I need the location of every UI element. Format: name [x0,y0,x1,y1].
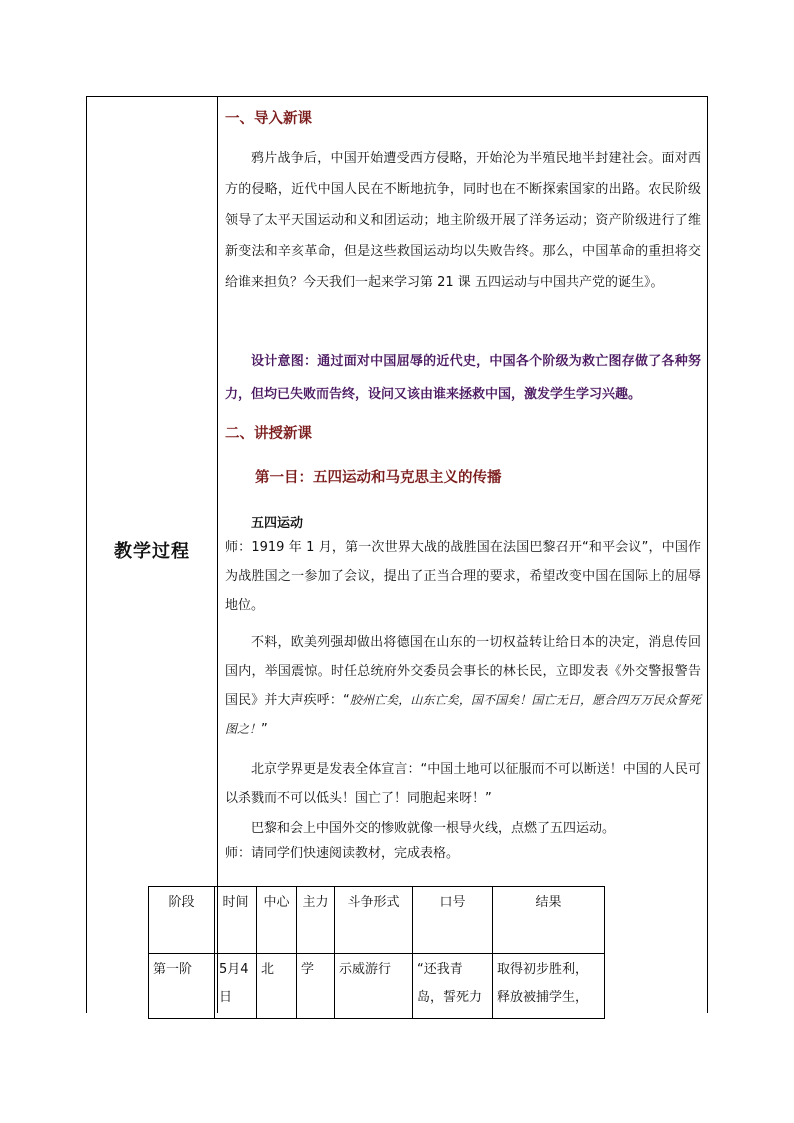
subsection-title: 第一目：五四运动和马克思主义的传播 [255,470,502,486]
lesson-table [86,96,708,1013]
table-cell: “还我青岛，誓死力 [413,954,493,1019]
header-cell: 口号 [413,887,493,954]
table-row [149,954,605,1019]
design-intent: 设计意图：通过面对中国屈辱的近代史，中国各个阶级为救亡图存做了各种努力，但均已失败而告终，设问又该由谁来拯救中国，激发学生学习兴趣。 [225,354,701,402]
paragraph-instruction: 师：请同学们快速阅读教材，完成表格。 [225,846,460,861]
table-cell: 5月4日 [215,954,257,1019]
header-cell: 时间 [215,887,257,954]
table-cell: 学 [297,954,335,1019]
header-cell: 主力 [297,887,335,954]
intro-paragraph: 鸦片战争后，中国开始遭受西方侵略，开始沦为半殖民地半封建社会。面对西方的侵略，近代中国人民在不断地抗争，同时也在不断探索国家的出路。农民阶级领导了太平天国运动和义和团运动；地主阶级开展了洋务运动；资产阶级进行了维新变法和辛亥革命，但是这些救国运动均以失败告终。那么，中国革命的重担将交给谁来担负？今天我们一起来学习第 21 课 五四运动与中国共产党的诞生》。 [225,151,701,290]
quote-text: 胶州亡矣，山东亡矣，国不国矣！国亡无日，愿合四万万民众誓死图之！ [225,693,701,736]
quote-close: ” [261,722,268,737]
table-cell: 取得初步胜利，释放被捕学生， [493,954,605,1019]
table-cell: 北 [257,954,297,1019]
topic-heading: 五四运动 [251,516,304,531]
row-label: 教学过程 [114,541,190,562]
paragraph-beijing-declaration: 北京学界更是发表全体宣言：“中国土地可以征服而不可以断送！中国的人民可以杀戮而不可以低头！国亡了！同胞起来呀！” [225,762,701,806]
header-cell: 阶段 [149,887,215,954]
paragraph-paris-conference: 师：1919 年 1 月，第一次世界大战的战胜国在法国巴黎召开“和平会议”，中国作为战胜国之一参加了会议，提出了正当合理的要求，希望改变中国在国际上的屈辱地位。 [225,540,701,613]
paragraph-text: 不料，欧美列强却做出将德国在山东的一切权益转让给日本的决定，消息传回国内，举国震惊。时任总统府外交委员会事长的林长民，立即发表《外交警报警告国民》并大声疾呼：“ [225,635,701,708]
section-title-teaching: 二、讲授新课 [225,426,312,442]
left-column [87,97,218,1013]
movement-table [148,886,605,1019]
paragraph-lin-changmin [225,628,701,744]
header-cell: 斗争形式 [335,887,413,954]
table-cell: 第一阶 [149,954,215,1019]
section-title-intro: 一、导入新课 [225,111,312,127]
paragraph-fuse: 巴黎和会上中国外交的惨败就像一根导火线，点燃了五四运动。 [251,821,616,836]
header-cell: 结果 [493,887,605,954]
header-cell: 中心 [257,887,297,954]
table-cell: 示威游行 [335,954,413,1019]
table-header-row [149,887,605,954]
